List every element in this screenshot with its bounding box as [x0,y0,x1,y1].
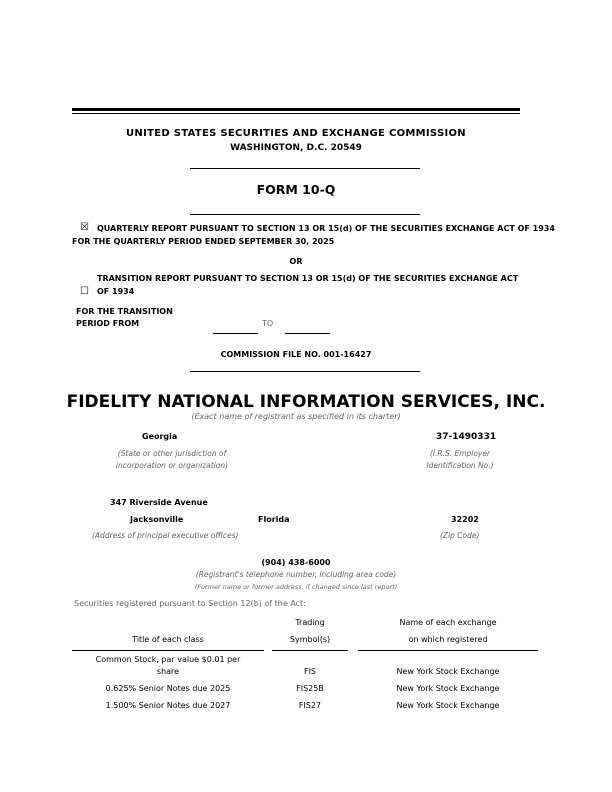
trading-symbol: FIS25B [296,684,324,693]
quarterly-report-line1: QUARTERLY REPORT PURSUANT TO SECTION 13 OR 15(d) OF THE SECURITIES EXCHANGE ACT OF 1934 [97,224,555,233]
commission-file-divider [190,371,420,372]
telephone-number: (904) 438-6000 [261,558,331,567]
table-header-rule-title [72,650,264,651]
form-title-divider [190,214,420,215]
transition-period-label-line2: PERIOD FROM [76,319,140,328]
security-title-line2: share [156,667,180,676]
securities-heading: Securities registered pursuant to Section 12(b) of the Act: [74,599,306,608]
transition-checkbox[interactable]: ☐ [80,286,89,297]
transition-from-blank[interactable] [213,333,258,334]
transition-to-blank[interactable] [285,333,330,334]
commission-file-number: COMMISSION FILE NO. 001-16427 [220,350,372,359]
security-title: 0.625% Senior Notes due 2025 [105,684,231,693]
exchange-name: New York Stock Exchange [396,667,500,676]
ein-caption-line1: (I.R.S. Employer [429,449,491,458]
col-header-symbol-line2: Symbol(s) [289,635,331,644]
street-address: 347 Riverside Avenue [110,498,208,507]
agency-location: WASHINGTON, D.C. 20549 [230,143,362,153]
security-title-line1: Common Stock, par value $0.01 per [95,655,241,664]
state-caption-line1: (State or other jurisdiction of [117,449,227,458]
to-label: TO [262,319,274,328]
quarterly-checkbox[interactable]: ☒ [80,222,89,233]
former-name-caption: (Former name or former address, if changed since last report) [194,583,398,591]
col-header-title: Title of each class [132,635,204,644]
trading-symbol: FIS [303,667,317,676]
top-rule-thin [72,113,520,114]
table-header-rule-symbol [272,650,348,651]
top-rule-thick [72,108,520,111]
city: Jacksonville [130,515,184,524]
ein-caption-line2: Identification No.) [426,461,494,470]
col-header-symbol-line1: Trading [295,618,325,627]
employer-id-number: 37-1490331 [436,432,497,442]
col-header-exchange-line1: Name of each exchange [399,618,497,627]
state-caption-line2: incorporation or organization) [115,461,229,470]
transition-report-line1: TRANSITION REPORT PURSUANT TO SECTION 13 OR 15(d) OF THE SECURITIES EXCHANGE ACT [97,274,519,283]
zip-caption: (Zip Code) [440,531,480,540]
or-label: OR [289,257,303,266]
exchange-name: New York Stock Exchange [396,684,500,693]
zip-code: 32202 [451,515,479,524]
col-header-exchange-line2: on which registered [408,635,488,644]
agency-name: UNITED STATES SECURITIES AND EXCHANGE COMMISSION [126,128,466,139]
state-of-incorporation: Georgia [142,432,178,441]
transition-period-label-line1: FOR THE TRANSITION [76,307,173,316]
registrant-name: FIDELITY NATIONAL INFORMATION SERVICES, INC. [66,392,546,412]
address-caption: (Address of principal executive offices) [92,531,239,540]
registrant-name-caption: (Exact name of registrant as specified in its charter) [191,412,401,421]
trading-symbol: FIS27 [298,701,322,710]
telephone-caption: (Registrant's telephone number, including area code) [195,570,397,579]
state-name: Florida [258,515,290,524]
exchange-name: New York Stock Exchange [396,701,500,710]
header-divider [190,168,420,169]
table-header-rule-exchange [358,650,538,651]
quarterly-report-line2: FOR THE QUARTERLY PERIOD ENDED SEPTEMBER 30, 2025 [72,237,335,246]
transition-report-line2: OF 1934 [97,287,135,296]
security-title: 1.500% Senior Notes due 2027 [105,701,231,710]
form-title: FORM 10-Q [256,182,336,197]
